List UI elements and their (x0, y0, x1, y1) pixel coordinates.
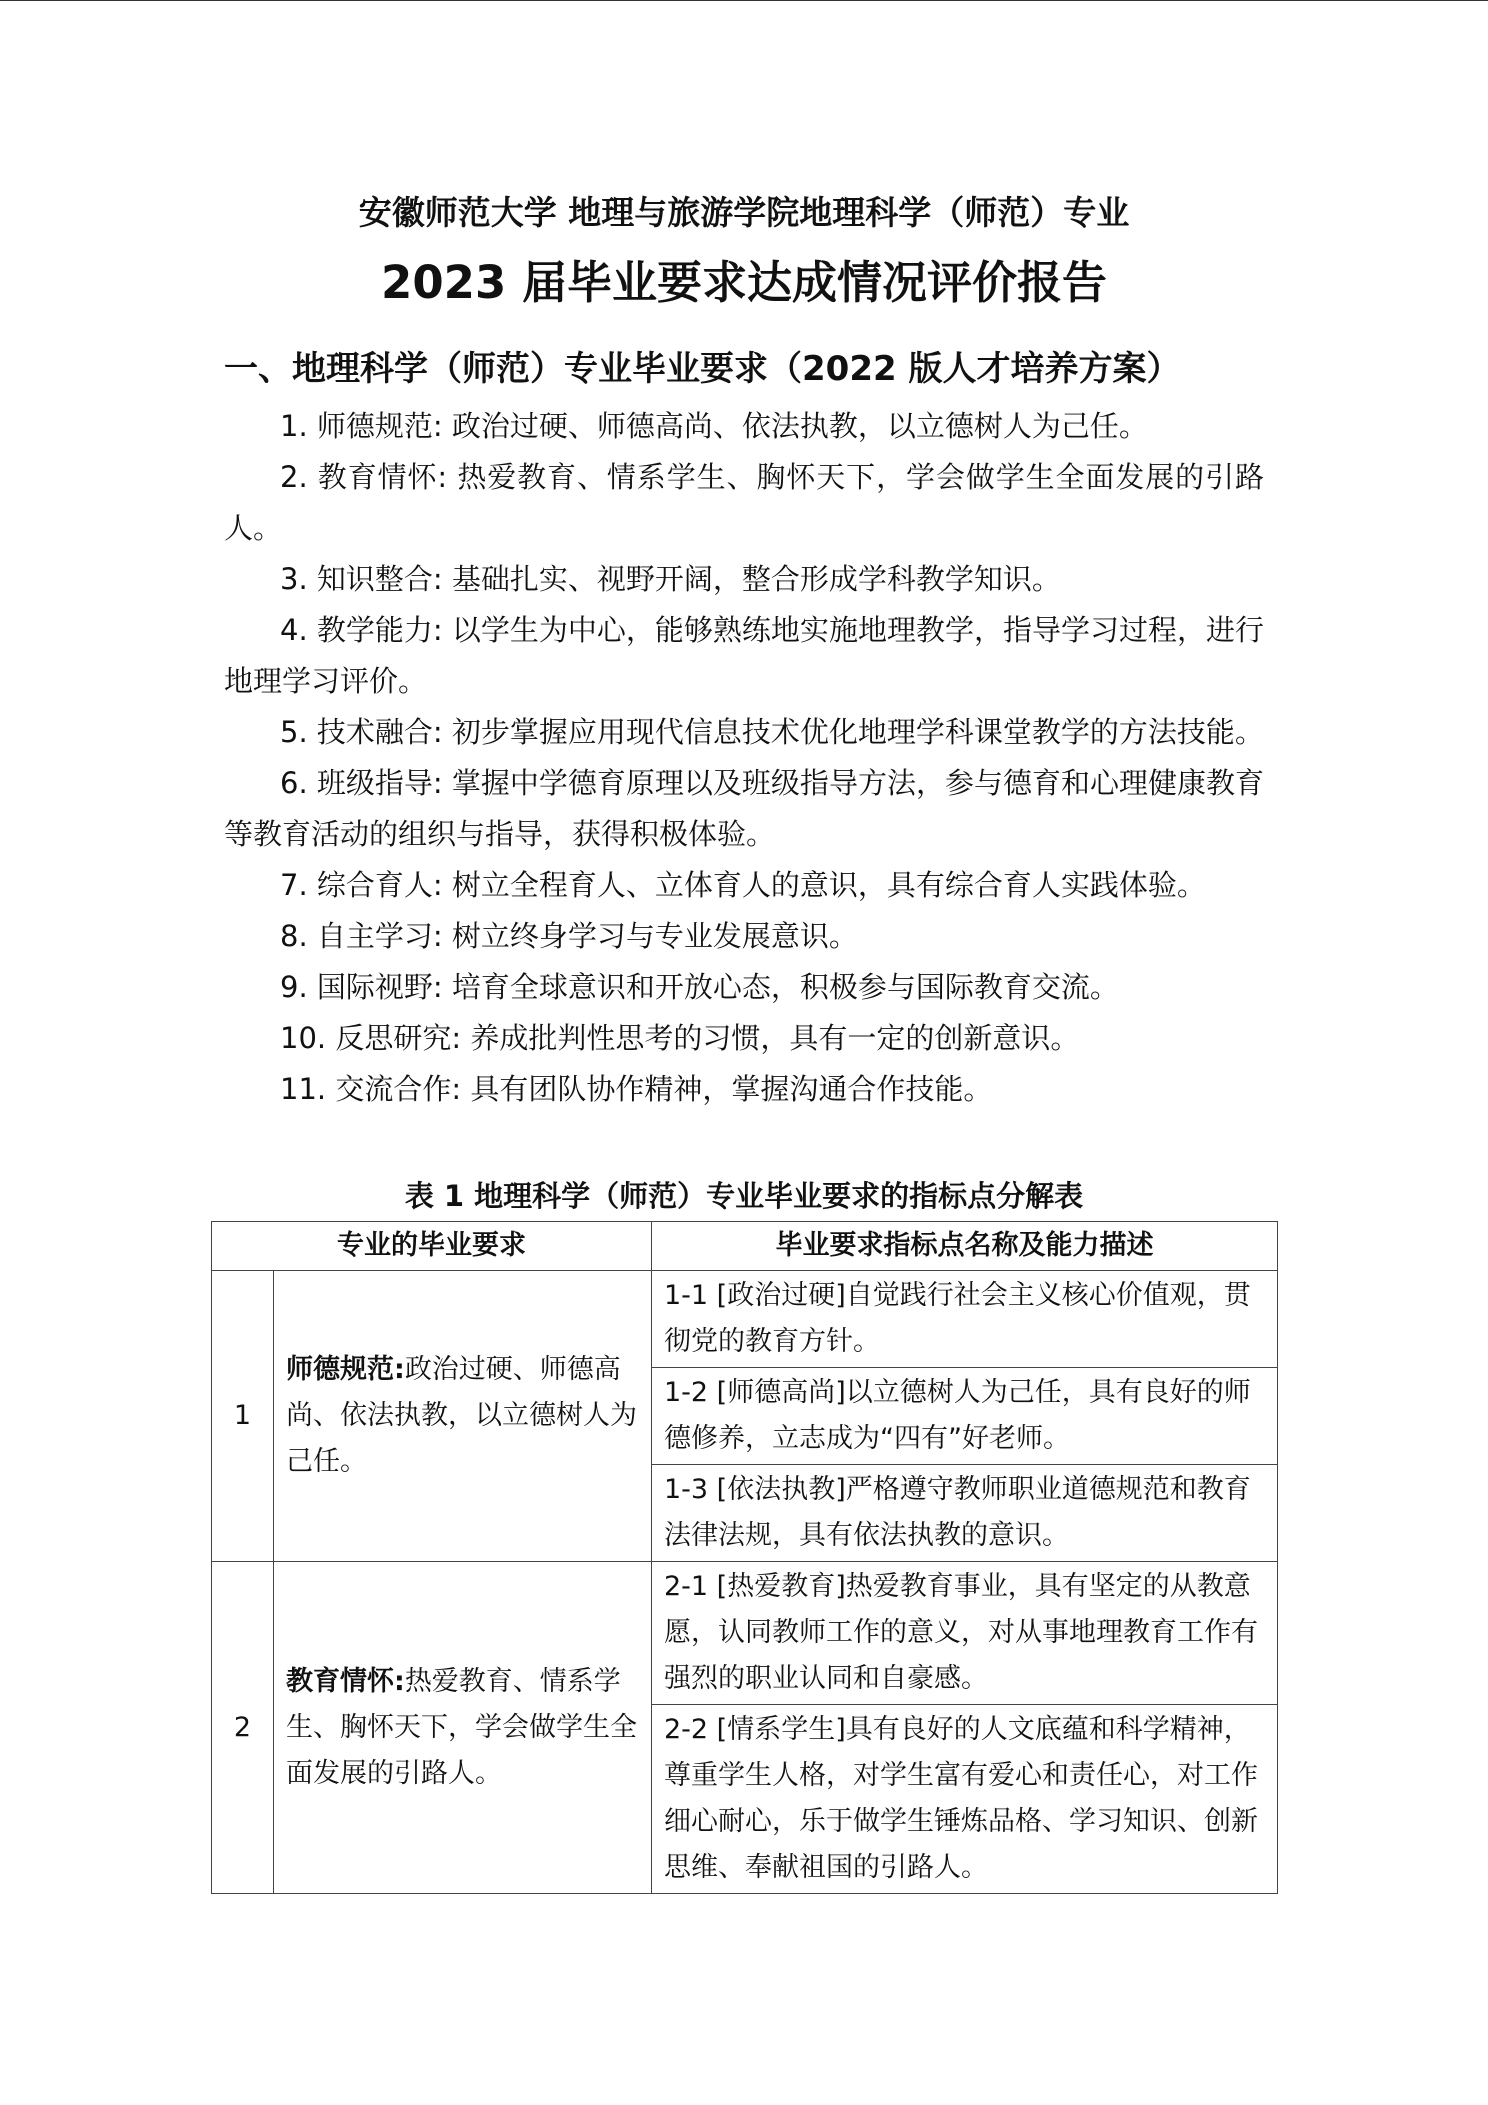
requirement-item: 8. 自主学习: 树立终身学习与专业发展意识。 (280, 919, 858, 953)
requirement-name: 师德规范: (286, 1354, 405, 1385)
requirement-name: 教育情怀: (286, 1665, 405, 1697)
section-heading: 一、地理科学（师范）专业毕业要求（2022 版人才培养方案） (224, 349, 1181, 389)
requirement-cell (274, 1271, 652, 1562)
requirement-item: 6. 班级指导: 掌握中学德育原理以及班级指导方法，参与德育和心理健康教育等教育活动的组织与指导，获得积极体验。 (224, 766, 1264, 851)
requirement-item: 2. 教育情怀: 热爱教育、情系学生、胸怀天下，学会做学生全面发展的引路人。 (224, 460, 1264, 545)
requirement-description: 热爱教育、情系学生、胸怀天下，学会做学生全面发展的引路人。 (286, 1665, 637, 1789)
requirements-list (224, 401, 1264, 1115)
requirement-item: 4. 教学能力: 以学生为中心，能够熟练地实施地理教学，指导学习过程，进行地理学习评价。 (224, 613, 1264, 698)
requirement-item: 9. 国际视野: 培育全球意识和开放心态，积极参与国际教育交流。 (280, 970, 1119, 1004)
requirement-cell (274, 1562, 652, 1894)
table-header-cell: 毕业要求指标点名称及能力描述 (652, 1222, 1278, 1271)
table-header-row (212, 1222, 1278, 1271)
report-title-line2: 2023 届毕业要求达成情况评价报告 (381, 256, 1107, 309)
indicator-point: 1-1 [政治过硬]自觉践行社会主义核心价值观，贯彻党的教育方针。 (652, 1271, 1278, 1368)
requirement-item: 11. 交流合作: 具有团队协作精神，掌握沟通合作技能。 (280, 1072, 993, 1106)
table-row (212, 1271, 1278, 1368)
indicator-point: 2-1 [热爱教育]热爱教育事业，具有坚定的从教意愿，认同教师工作的意义，对从事地理教育工作有强烈的职业认同和自豪感。 (652, 1562, 1278, 1705)
table-row (212, 1562, 1278, 1705)
table-caption: 表 1 地理科学（师范）专业毕业要求的指标点分解表 (404, 1179, 1084, 1213)
requirement-item: 7. 综合育人: 树立全程育人、立体育人的意识，具有综合育人实践体验。 (280, 868, 1206, 902)
indicator-point: 1-3 [依法执教]严格遵守教师职业道德规范和教育法律法规，具有依法执教的意识。 (652, 1465, 1278, 1562)
report-title-line1: 安徽师范大学 地理与旅游学院地理科学（师范）专业 (358, 193, 1130, 232)
indicator-point: 1-2 [师德高尚]以立德树人为己任，具有良好的师德修养，立志成为“四有”好老师。 (652, 1368, 1278, 1465)
requirement-description: 政治过硬、师德高尚、依法执教，以立德树人为己任。 (286, 1354, 637, 1477)
requirements-table (211, 1221, 1278, 1894)
requirement-item: 3. 知识整合: 基础扎实、视野开阔，整合形成学科教学知识。 (280, 562, 1061, 596)
requirement-item: 5. 技术融合: 初步掌握应用现代信息技术优化地理学科课堂教学的方法技能。 (280, 715, 1264, 749)
table-header-cell: 专业的毕业要求 (212, 1222, 652, 1271)
requirement-item: 10. 反思研究: 养成批判性思考的习惯，具有一定的创新意识。 (280, 1021, 1080, 1055)
requirement-item: 1. 师德规范: 政治过硬、师德高尚、依法执教，以立德树人为己任。 (280, 409, 1148, 443)
row-number: 2 (212, 1562, 274, 1894)
row-number: 1 (212, 1271, 274, 1562)
indicator-point: 2-2 [情系学生]具有良好的人文底蕴和科学精神，尊重学生人格，对学生富有爱心和责任心，对工作细心耐心，乐于做学生锤炼品格、学习知识、创新思维、奉献祖国的引路人。 (652, 1705, 1278, 1894)
